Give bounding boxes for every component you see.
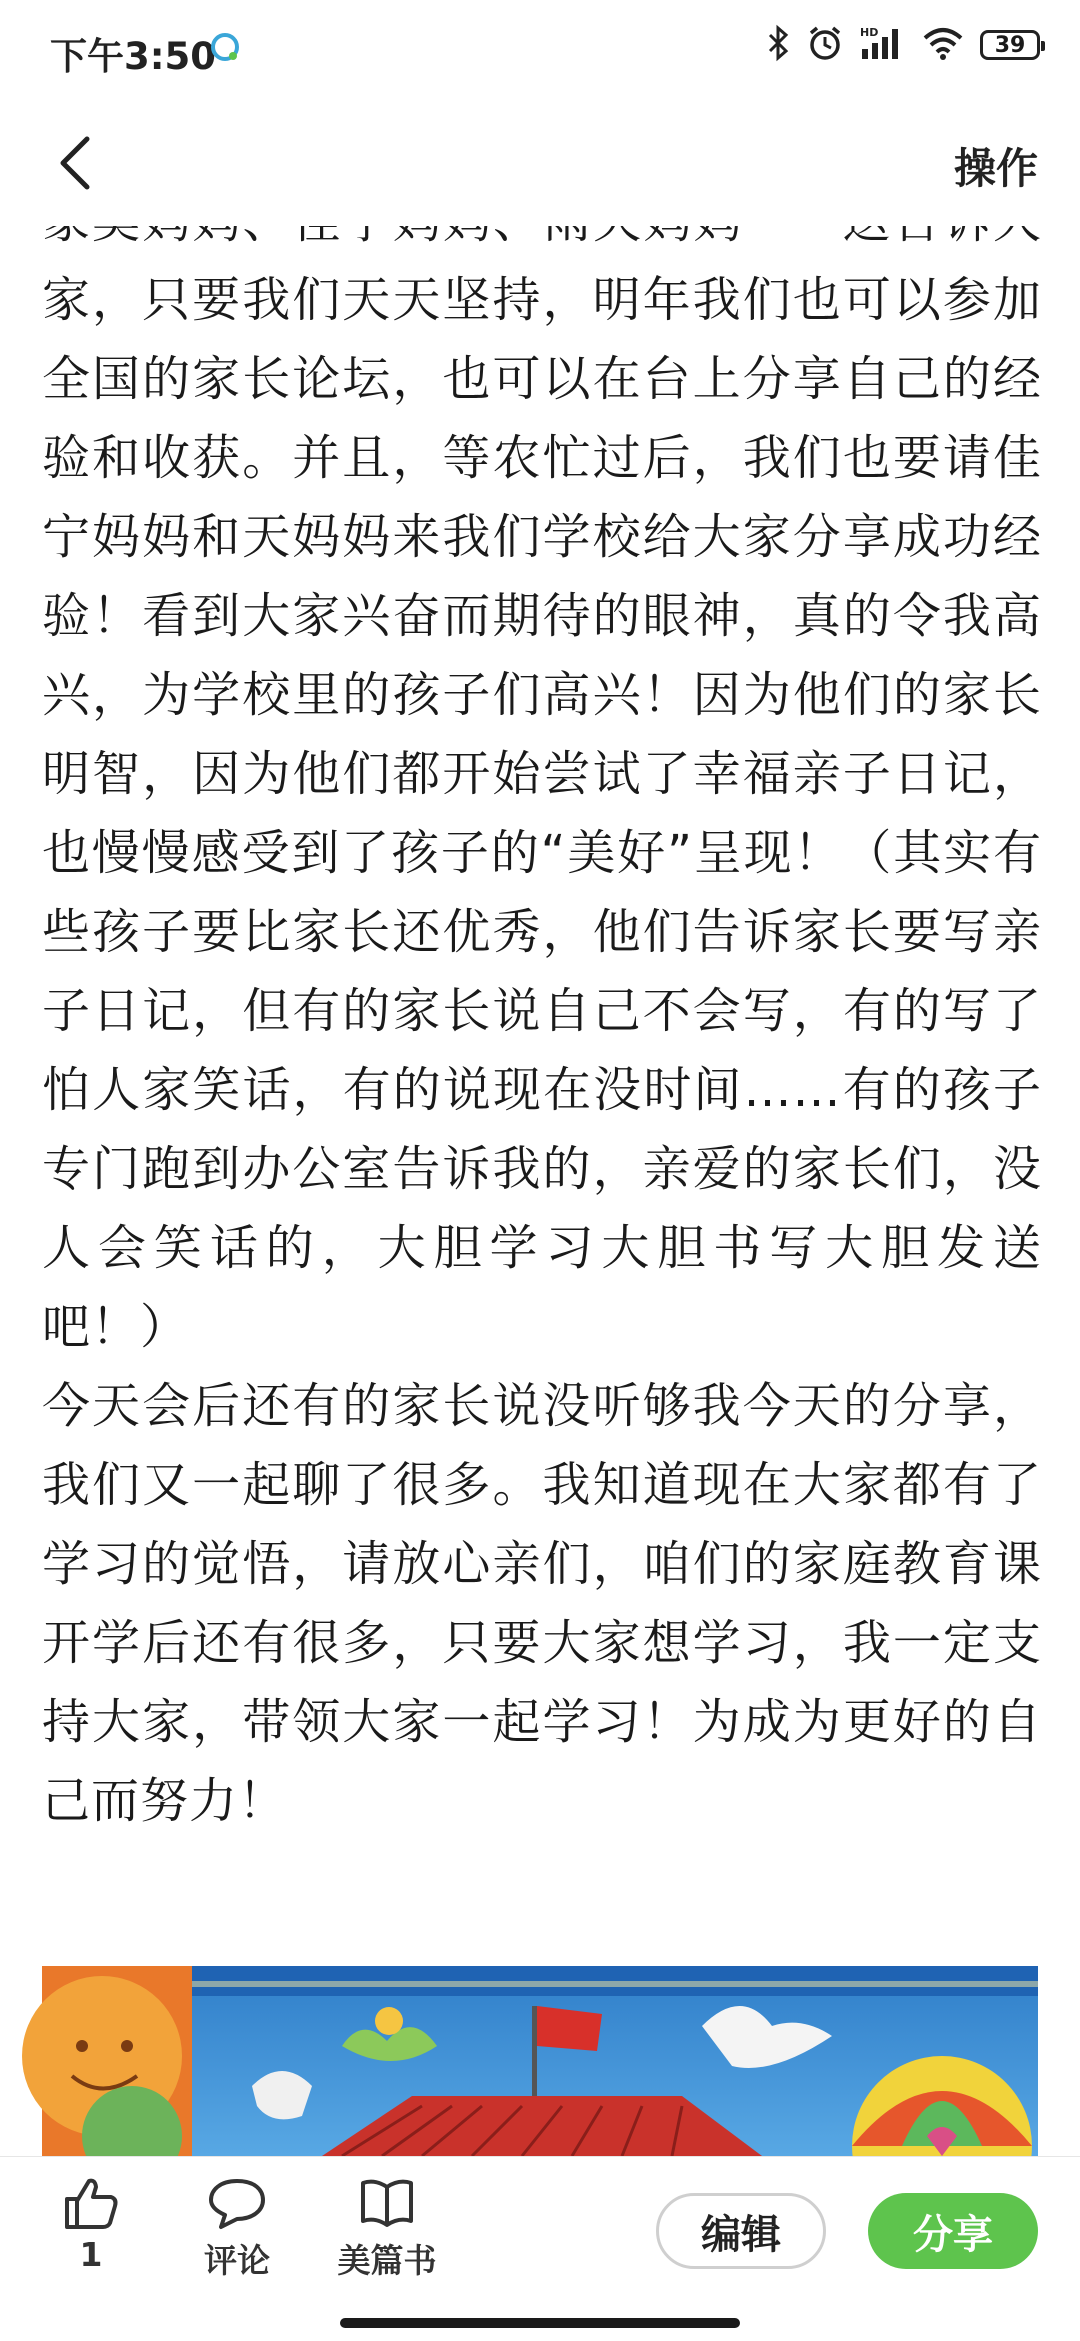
wifi-icon	[922, 26, 964, 64]
status-time: 下午3:50	[50, 35, 217, 78]
status-bar	[0, 0, 1080, 96]
message-icon	[208, 30, 242, 68]
home-indicator[interactable]	[340, 2318, 740, 2328]
article-image[interactable]	[42, 1966, 1038, 2156]
thumbs-up-icon	[61, 2175, 121, 2231]
like-count: 1	[79, 2235, 103, 2274]
back-arrow-icon	[55, 135, 95, 191]
article-paragraph: 今天会后还有的家长说没听够我今天的分享，我们又一起聊了很多。我知道现在大家都有了学习的觉悟，请放心亲们，咱们的家庭教育课开学后还有很多，只要大家想学习，我一定支持大家，带领大家一起学习！为成为更好的自己而努力！	[42, 1378, 1042, 1829]
comment-button[interactable]	[172, 2175, 302, 2282]
nav-bar	[0, 96, 1080, 226]
battery-icon	[980, 30, 1040, 60]
like-button[interactable]	[26, 2175, 156, 2274]
back-button[interactable]	[40, 128, 110, 198]
share-button[interactable]: 分享	[868, 2193, 1038, 2269]
meipian-book-button[interactable]	[322, 2175, 452, 2282]
article-content	[42, 226, 1042, 2126]
battery-level: 39	[994, 32, 1026, 58]
status-icons	[766, 24, 1040, 66]
hd-label: HD	[860, 26, 879, 39]
article-paragraph: 家，只要我们天天坚持，明年我们也可以参加全国的家长论坛，也可以在台上分享自己的经验和收获。并且，等农忙过后，我们也要请佳宁妈妈和天妈妈来我们学校给大家分享成功经验！看到大家兴奋而期待的眼神，真的令我高兴，为学校里的孩子们高兴！因为他们的家长明智，因为他们都开始尝试了幸福亲子日记，也慢慢感受到了孩子的“美好”呈现！（其实有些孩子要比家长还优秀，他们告诉家长要写亲子日记，但有的家长说自己不会写，有的写了怕人家笑话，有的说现在没时间……有的孩子专门跑到办公室告诉我的，亲爱的家长们，没人会笑话的，大胆学习大胆书写大胆发送吧！）	[42, 272, 1042, 1355]
bottom-toolbar	[0, 2156, 1080, 2341]
signal-icon	[860, 25, 906, 65]
comment-bubble-icon	[207, 2175, 267, 2231]
book-icon	[357, 2175, 417, 2231]
bluetooth-icon	[766, 25, 790, 65]
alarm-icon	[806, 24, 844, 66]
action-menu-button[interactable]: 操作	[953, 144, 1038, 193]
edit-button[interactable]: 编辑	[656, 2193, 826, 2269]
comment-label: 评论	[204, 2241, 270, 2280]
book-label: 美篇书	[337, 2241, 437, 2280]
